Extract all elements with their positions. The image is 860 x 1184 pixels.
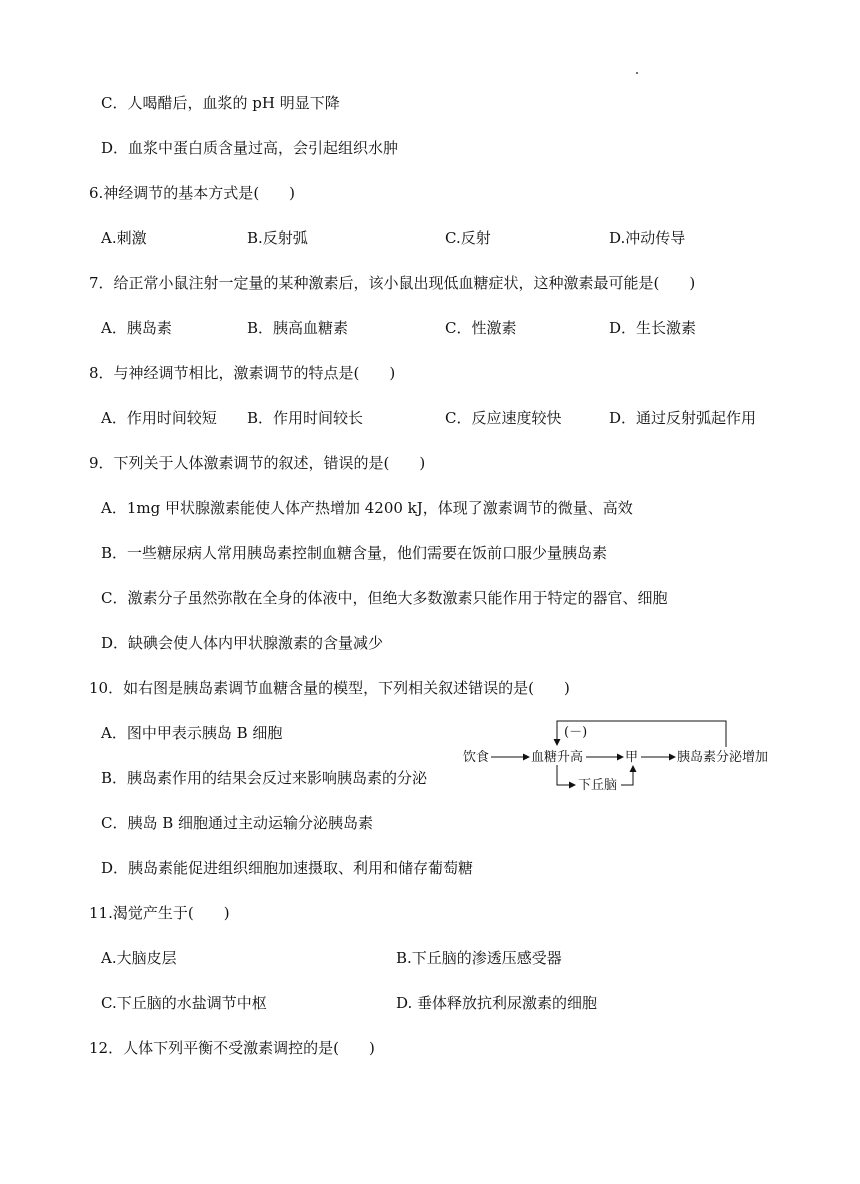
- q6-option-a: A.刺激: [101, 229, 147, 247]
- q11-option-a: A.大脑皮层: [101, 949, 177, 967]
- question-8: 8．与神经调节相比，激素调节的特点是( ): [89, 364, 396, 382]
- q6-option-c: C.反射: [445, 229, 491, 247]
- node-insulin: 胰岛素分泌增加: [677, 750, 769, 765]
- q7-option-c: C．性激素: [445, 319, 517, 337]
- node-hypothalamus: 下丘脑: [578, 778, 618, 793]
- q7-option-a: A．胰岛素: [101, 319, 172, 337]
- node-diet: 饮食: [463, 750, 490, 765]
- q5-option-c: C．人喝醋后，血浆的 pH 明显下降: [101, 94, 340, 112]
- q6-option-b: B.反射弧: [247, 229, 308, 247]
- q9-option-a: A．1mg 甲状腺激素能使人体产热增加 4200 kJ，体现了激素调节的微量、高效: [101, 499, 633, 517]
- q9-option-c: C．激素分子虽然弥散在全身的体液中，但绝大多数激素只能作用于特定的器官、细胞: [101, 589, 668, 607]
- q10-option-a: A．图中甲表示胰岛 B 细胞: [101, 724, 283, 742]
- q11-option-d: D. 垂体释放抗利尿激素的细胞: [396, 994, 598, 1012]
- question-9: 9．下列关于人体激素调节的叙述，错误的是( ): [89, 454, 426, 472]
- arrow-glucose-hypothalamus: [557, 765, 575, 785]
- node-jia: 甲: [625, 750, 639, 765]
- q11-option-b: B.下丘脑的渗透压感受器: [396, 949, 562, 967]
- q8-option-d: D．通过反射弧起作用: [609, 409, 757, 427]
- q7-option-d: D．生长激素: [609, 319, 697, 337]
- question-10: 10．如右图是胰岛素调节血糖含量的模型，下列相关叙述错误的是( ): [89, 679, 570, 697]
- feedback-label: (－): [564, 725, 588, 740]
- q8-option-a: A．作用时间较短: [101, 409, 217, 427]
- question-12: 12．人体下列平衡不受激素调控的是( ): [89, 1039, 375, 1057]
- arrow-hypothalamus-jia: [621, 766, 633, 785]
- question-6: 6.神经调节的基本方式是( ): [89, 184, 296, 202]
- q8-option-b: B．作用时间较长: [247, 409, 364, 427]
- scan-dot: [636, 72, 638, 74]
- q9-option-d: D．缺碘会使人体内甲状腺激素的含量减少: [101, 634, 384, 652]
- node-glucose: 血糖升高: [531, 750, 584, 765]
- q11-option-c: C.下丘脑的水盐调节中枢: [101, 994, 267, 1012]
- q10-option-c: C．胰岛 B 细胞通过主动运输分泌胰岛素: [101, 814, 374, 832]
- q8-option-c: C．反应速度较快: [445, 409, 562, 427]
- question-7: 7．给正常小鼠注射一定量的某种激素后，该小鼠出现低血糖症状，这种激素最可能是( ): [89, 274, 696, 292]
- q10-option-d: D．胰岛素能促进组织细胞加速摄取、利用和储存葡萄糖: [101, 859, 474, 877]
- question-11: 11.渴觉产生于( ): [89, 904, 230, 922]
- q9-option-b: B．一些糖尿病人常用胰岛素控制血糖含量，他们需要在饭前口服少量胰岛素: [101, 544, 608, 562]
- q7-option-b: B．胰高血糖素: [247, 319, 349, 337]
- insulin-regulation-diagram: [455, 715, 785, 795]
- q10-option-b: B．胰岛素作用的结果会反过来影响胰岛素的分泌: [101, 769, 428, 787]
- q5-option-d: D．血浆中蛋白质含量过高，会引起组织水肿: [101, 139, 399, 157]
- q6-option-d: D.冲动传导: [609, 229, 686, 247]
